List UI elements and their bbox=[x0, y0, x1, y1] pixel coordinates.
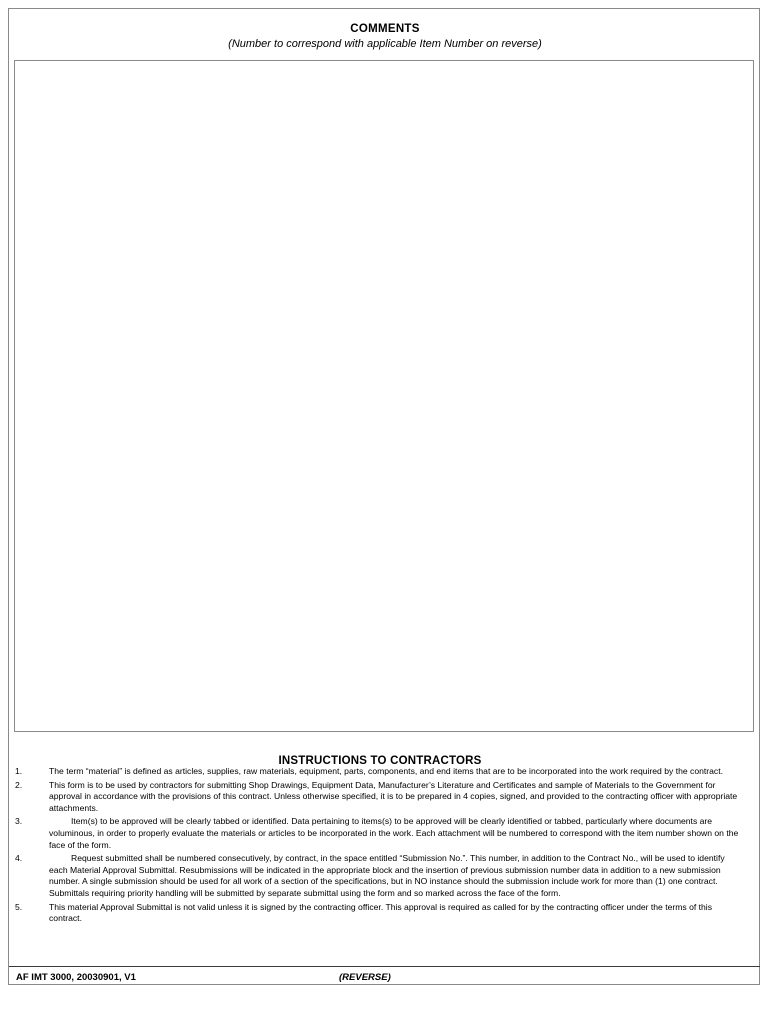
page-title: COMMENTS bbox=[350, 23, 420, 35]
instruction-number: 4. bbox=[15, 853, 23, 864]
form-footer bbox=[9, 969, 760, 993]
instructions-list bbox=[9, 766, 759, 927]
instruction-number: 2. bbox=[15, 779, 23, 790]
comments-header bbox=[14, 22, 756, 51]
instruction-item bbox=[9, 766, 759, 778]
instruction-item bbox=[9, 853, 759, 899]
instruction-item bbox=[9, 902, 759, 925]
comments-input-area[interactable] bbox=[14, 60, 754, 732]
instruction-item bbox=[9, 816, 759, 851]
instruction-number: 5. bbox=[15, 901, 23, 912]
instruction-number: 1. bbox=[15, 766, 23, 776]
instruction-text: Request submitted shall be numbered consecutively, by contract, in the space entitled “Submission No.”. This number, in addition to the Contract No., will be used to identify each Material Approval Submittal. Resubmissions will be indicated in the appropriate block and the insertion of previous submission number data in addition to a new submission number. A single submission should be used for all work of a section of the specifications, but in NO instance should the submission include work for more than (1) one contract. Submittals requiring priority handling will be submitted by separate submittal using the form and so marked across the face of the form. bbox=[49, 853, 725, 898]
page-side-label: (REVERSE) bbox=[339, 972, 391, 983]
footer-divider bbox=[9, 966, 760, 967]
instruction-text: The term “material” is defined as articles, supplies, raw materials, equipment, parts, components, and end items that are to be incorporated into the work required by the contract. bbox=[49, 766, 723, 776]
instruction-number: 3. bbox=[15, 816, 23, 827]
instruction-text: Item(s) to be approved will be clearly tabbed or identified. Data pertaining to items(s) to be approved will be clearly identified or tabbed, particularly where documents are voluminous, in order to properly evaluate the materials or articles to be incorporated in the work. Each attachment will be numbered to correspond with the item number shown on the face of the form. bbox=[49, 816, 739, 850]
instructions-heading: INSTRUCTIONS TO CONTRACTORS bbox=[278, 755, 482, 767]
form-identifier: AF IMT 3000, 20030901, V1 bbox=[16, 972, 136, 983]
instruction-item bbox=[9, 780, 759, 815]
instruction-text: This form is to be used by contractors for submitting Shop Drawings, Equipment Data, Manufacturer’s Literature and Certificates and sample of Materials to the Government for approval in accordance with the provisions of this contract. Unless otherwise specified, it is to be prepared in 4 copies, signed, and provided to the contracting officer with appropriate attachments. bbox=[49, 779, 738, 813]
page-subtitle: (Number to correspond with applicable Item Number on reverse) bbox=[228, 38, 542, 50]
instruction-text: This material Approval Submittal is not valid unless it is signed by the contracting officer. This approval is required as called for by the contracting officer under the terms of this contract. bbox=[49, 901, 713, 924]
form-page-frame bbox=[8, 8, 760, 985]
